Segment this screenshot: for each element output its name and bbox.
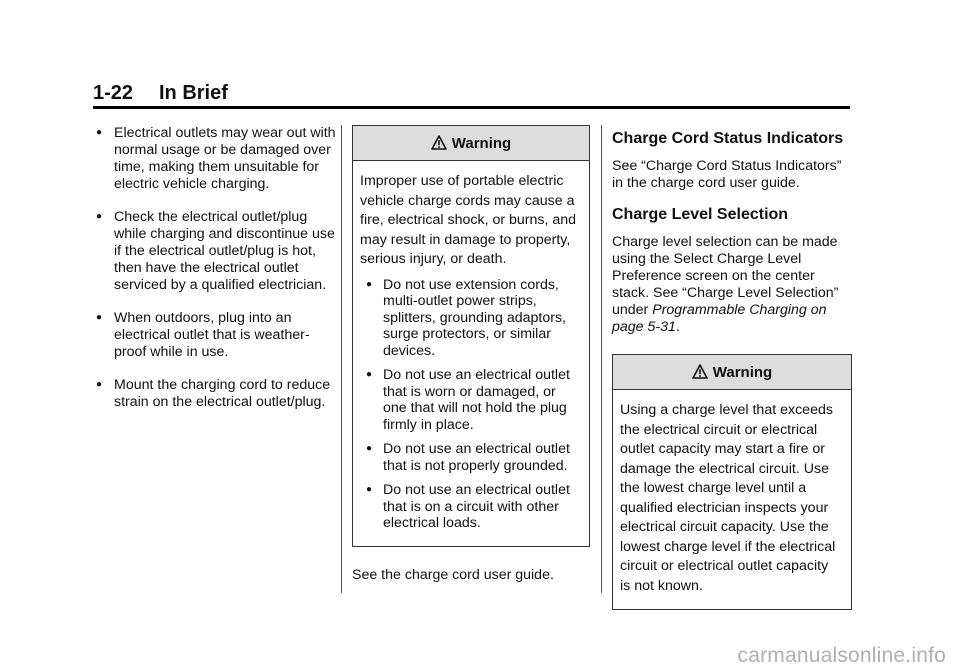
list-item: ● Electrical outlets may wear out with normal usage or be damaged over time, making them unsuitable for electric vehicle charging. — [96, 125, 336, 192]
bullet-icon: ● — [366, 369, 373, 380]
after-text: See the charge cord user guide. — [352, 566, 554, 583]
warning-header — [353, 126, 589, 161]
section-title: In Brief — [159, 82, 228, 104]
warning-body — [613, 390, 851, 609]
bullet-icon: ● — [366, 278, 373, 290]
page-number: 1-22 — [93, 82, 134, 104]
list-item: ● Check the electrical outlet/plug while charging and discontinue use if the electrical outlet/plug is hot, then have the electrical outlet serviced by a qualified electrician. — [96, 209, 335, 293]
bullet-icon: ● — [366, 443, 373, 454]
cross-reference-link[interactable]: Programmable Charging on page 5-31 — [612, 302, 827, 335]
column-3 — [612, 125, 852, 630]
warning-triangle-icon — [692, 364, 708, 380]
list-item: ● When outdoors, plug into an electrical outlet that is weather-proof while in use. — [96, 310, 310, 360]
list-item: ● Do not use an electrical outlet that is not properly grounded. — [366, 441, 570, 474]
warning-header — [613, 355, 851, 390]
paragraph-charge-level: Charge level selection can be made using the Select Charge Level Preference screen on the center stack. See “Charge Level Selection” under Programmable Charging on page 5-31. — [612, 234, 839, 335]
warning-title: Warning — [451, 134, 512, 152]
bullet-icon: ● — [96, 379, 103, 390]
warning-intro: Improper use of portable electric vehicle charge cords may cause a fire, electrical shock, or burns, and may result in damage to property, serious injury, or death. — [360, 173, 577, 267]
warning-title: Warning — [712, 363, 773, 381]
list-item: ● Do not use an electrical outlet that is worn or damaged, or one that will not hold the plug firmly in place. — [366, 367, 570, 433]
warning-box — [612, 354, 852, 610]
watermark: carmanualsonline.info — [737, 644, 946, 667]
page-header — [93, 82, 850, 109]
warning-body — [353, 161, 589, 546]
bullet-icon: ● — [96, 211, 103, 222]
paragraph-status: See “Charge Cord Status Indicators” in the charge cord user guide. — [612, 158, 842, 191]
bullet-icon: ● — [366, 484, 373, 495]
column-divider — [601, 125, 602, 593]
bullet-list — [93, 125, 336, 411]
bullet-icon: ● — [96, 127, 103, 138]
warning-triangle-icon — [431, 135, 447, 151]
list-item: ● Mount the charging cord to reduce strain on the electrical outlet/plug. — [96, 377, 331, 410]
heading-charge-level: Charge Level Selection — [612, 206, 789, 223]
column-2 — [352, 125, 590, 597]
column-divider — [341, 125, 342, 593]
list-item: ● Do not use an electrical outlet that is on a circuit with other electrical loads. — [366, 482, 570, 531]
list-item: ● Do not use extension cords, multi-outlet power strips, splitters, grounding adaptors, surge protectors, or similar devices. — [366, 276, 566, 359]
warning-text: Using a charge level that exceeds the electrical circuit or electrical outlet capacity may start a fire or damage the electrical circuit. Use the lowest charge level until a qualified electrician inspects your electrical circuit capacity. Use the lowest charge level if the electrical circuit or electrical outlet capacity is not known. — [620, 402, 836, 594]
heading-charge-cord-status: Charge Cord Status Indicators — [612, 130, 844, 147]
warning-bullet-list — [360, 277, 580, 532]
column-1 — [93, 125, 336, 427]
bullet-icon: ● — [96, 312, 103, 323]
warning-box — [352, 125, 590, 547]
